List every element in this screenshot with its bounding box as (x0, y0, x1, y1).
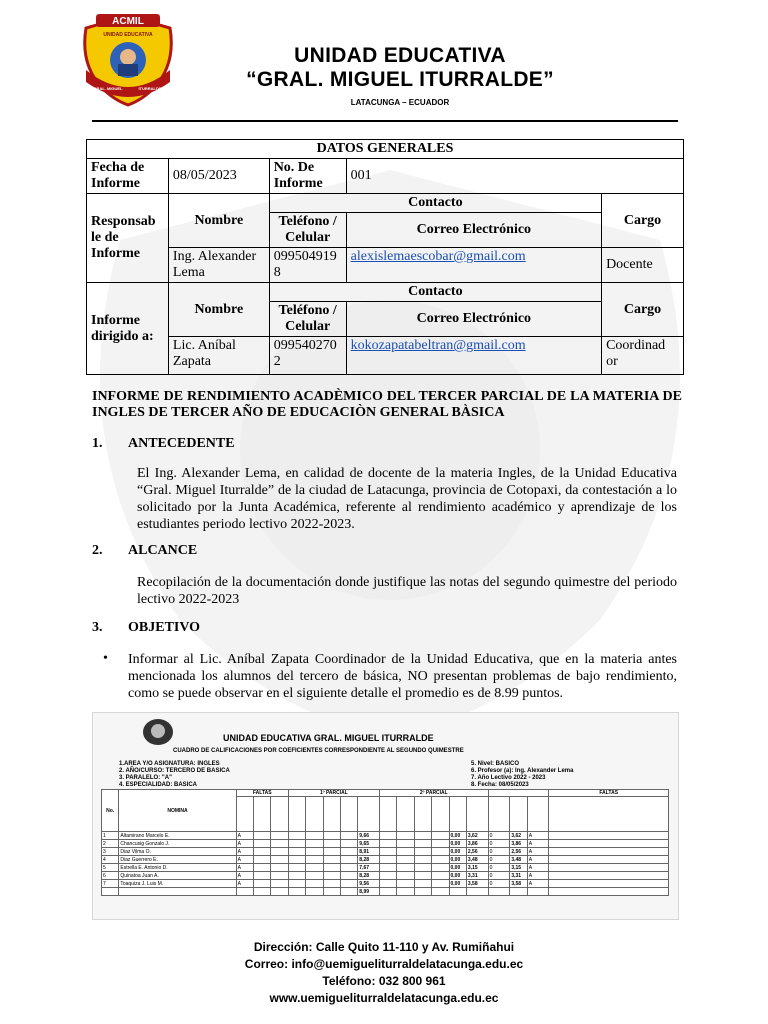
section-1-number: 1. (92, 436, 103, 451)
sheet-cell-name: Toaquiza J. Luis M. (119, 880, 236, 888)
section-2-text: Recopilación de la documentación donde justifique las notas del segundo quimestre del periodo lectivo 2022-2023 (137, 575, 677, 607)
sheet-row (102, 856, 669, 864)
sheet-col-no: No. (102, 790, 119, 832)
sheet-cell-promedio-1: 9,56 (358, 880, 380, 888)
logo-text-iturralde: ITURRALDE (138, 86, 162, 91)
sheet-cell-number: 5 (102, 864, 119, 872)
sheet-cell-value-b: 0 (488, 840, 510, 848)
sheet-cell-promedio-2: 0,00 (449, 848, 466, 856)
sheet-cell-name: Altamirano Marcelo E. (119, 832, 236, 840)
no-informe-value: 001 (346, 159, 683, 194)
sheet-cell-name: Diaz Vilma O. (119, 848, 236, 856)
sheet-row (102, 832, 669, 840)
responsable-label: Responsab le de Informe (87, 194, 169, 283)
sheet-area: 1.AREA Y/O ASIGNATURA: INGLES (119, 761, 220, 767)
sheet-cell-final: 3,15 (510, 864, 527, 872)
sheet-cell-final: 3,86 (510, 840, 527, 848)
section-3-number: 3. (92, 620, 103, 635)
footer-correo: Correo: info@uemigueliturraldelatacunga.edu.ec (244, 957, 524, 971)
responsable-nombre-header: Nombre (168, 194, 269, 248)
logo-text-acmil: ACMIL (112, 16, 144, 27)
sheet-title: UNIDAD EDUCATIVA GRAL. MIGUEL ITURRALDE (223, 733, 434, 743)
sheet-cell-final: 3,58 (510, 880, 527, 888)
dirigido-telefono-header: Teléfono / Celular (269, 302, 346, 337)
sheet-cell-equivalencia: A (527, 856, 549, 864)
footer-telefono: Teléfono: 032 800 961 (322, 974, 446, 988)
sheet-cell-equivalencia: A (527, 880, 549, 888)
sheet-cell-final: 3,31 (510, 872, 527, 880)
dirigido-cargo-header: Cargo (602, 283, 684, 337)
school-location: LATACUNGA – ECUADOR (350, 98, 450, 107)
section-1-text: El Ing. Alexander Lema, en calidad de docente de la materia Ingles, de la Unidad Educativa “Gral. Miguel Iturralde” de la ciudad de Latacunga, provincia de Cotopaxi, da contestación a lo solicitado por la Junta Académica, referente al rendimiento académico y aprendizaje de los estudiantes periodo lectivo 2022-2023. (137, 466, 677, 532)
fecha-label: Fecha de Informe (87, 159, 169, 194)
sheet-crest-icon (141, 717, 175, 747)
sheet-cell-number: 6 (102, 872, 119, 880)
responsable-cargo-header: Cargo (602, 194, 684, 248)
sheet-cell-name: Chancusig Gonzalo J. (119, 840, 236, 848)
grades-spreadsheet-image (92, 712, 679, 920)
sheet-row (102, 880, 669, 888)
sheet-cell-value-b: 0 (488, 880, 510, 888)
sheet-row (102, 872, 669, 880)
sheet-average: 8,99 (358, 888, 380, 896)
sheet-cell-value-a: 3,62 (466, 832, 488, 840)
sheet-cell-final: 3,62 (510, 832, 527, 840)
sheet-faltas-right: FALTAS (549, 790, 669, 797)
school-crest-logo (78, 12, 178, 108)
sheet-cell-value-a: 3,58 (466, 880, 488, 888)
section-2-heading: ALCANCE (128, 543, 198, 558)
responsable-telefono: 099504919 8 (269, 248, 346, 283)
sheet-cell-promedio-1: 8,28 (358, 856, 380, 864)
sheet-cell-number: 3 (102, 848, 119, 856)
responsable-telefono-header: Teléfono / Celular (269, 213, 346, 248)
sheet-cell-number: 7 (102, 880, 119, 888)
dirigido-correo-header: Correo Electrónico (346, 302, 601, 337)
sheet-col-nomina: NOMINA (119, 790, 236, 832)
sheet-cell-promedio-1: 8,91 (358, 848, 380, 856)
sheet-cell-equivalencia: A (527, 840, 549, 848)
section-3-bullet: • (103, 651, 108, 666)
sheet-parcial-2: 2º PARCIAL (380, 790, 489, 797)
sheet-cell-promedio-2: 0,00 (449, 864, 466, 872)
sheet-cell-number: 1 (102, 832, 119, 840)
responsable-nombre: Ing. Alexander Lema (168, 248, 269, 283)
logo-text-gral: GRAL. MIGUEL (93, 86, 123, 91)
header-divider (92, 120, 678, 122)
section-3-heading: OBJETIVO (128, 620, 201, 635)
dirigido-contacto-header: Contacto (269, 283, 601, 302)
sheet-cell-equivalencia: A (527, 872, 549, 880)
school-title-line1: UNIDAD EDUCATIVA (294, 44, 506, 67)
responsable-email-link[interactable]: alexislemaescobar@gmail.com (350, 249, 526, 264)
sheet-row (102, 840, 669, 848)
sheet-row (102, 864, 669, 872)
sheet-cell-promedio-2: 0,00 (449, 840, 466, 848)
sheet-cell-equivalencia: A (527, 848, 549, 856)
sheet-cell-faltas: A (236, 856, 253, 864)
sheet-cell-number: 2 (102, 840, 119, 848)
dirigido-email-link[interactable]: kokozapatabeltran@gmail.com (350, 338, 526, 353)
sheet-cell-faltas: A (236, 840, 253, 848)
datos-heading: DATOS GENERALES (87, 140, 684, 159)
school-title-line2: “GRAL. MIGUEL ITURRALDE” (246, 68, 554, 91)
sheet-cell-name: Quinatoa Juan A. (119, 872, 236, 880)
sheet-cell-faltas: A (236, 864, 253, 872)
sheet-cell-value-a: 3,15 (466, 864, 488, 872)
responsable-cargo: Docente (602, 248, 684, 283)
sheet-curso: 2. AÑO/CURSO: TERCERO DE BASICA (119, 768, 230, 774)
responsable-correo-header: Correo Electrónico (346, 213, 601, 248)
sheet-cell-value-b: 0 (488, 848, 510, 856)
logo-text-unidad: UNIDAD EDUCATIVA (103, 32, 153, 38)
footer-direccion: Dirección: Calle Quito 11-110 y Av. Rumiñahui (253, 940, 515, 954)
sheet-faltas-left: FALTAS (236, 790, 288, 797)
sheet-cell-promedio-1: 9,66 (358, 832, 380, 840)
sheet-cell-faltas: A (236, 832, 253, 840)
sheet-subtitle: CUADRO DE CALIFICACIONES POR COEFICIENTES CORRESPONDIENTE AL SEGUNDO QUIMESTRE (173, 748, 464, 754)
sheet-grades-table (101, 789, 669, 896)
sheet-cell-promedio-1: 9,65 (358, 840, 380, 848)
sheet-cell-value-a: 2,56 (466, 848, 488, 856)
sheet-cell-name: Diaz Guerrero E. (119, 856, 236, 864)
sheet-cell-value-b: 0 (488, 856, 510, 864)
dirigido-cargo: Coordinad or (602, 337, 684, 375)
sheet-cell-value-b: 0 (488, 872, 510, 880)
sheet-cell-name: Estrella E. Antonio D. (119, 864, 236, 872)
sheet-parcial-1: 1º PARCIAL (288, 790, 379, 797)
sheet-cell-number: 4 (102, 856, 119, 864)
sheet-ano-lectivo: 7. Año Lectivo 2022 - 2023 (471, 775, 546, 781)
sheet-cell-promedio-2: 0,00 (449, 880, 466, 888)
sheet-cell-promedio-2: 0,00 (449, 856, 466, 864)
sheet-profesor: 6. Profesor (a): Ing. Alexander Lema (471, 768, 574, 774)
sheet-cell-faltas: A (236, 880, 253, 888)
fecha-value: 08/05/2023 (168, 159, 269, 194)
sheet-cell-promedio-1: 8,28 (358, 872, 380, 880)
section-3-text: Informar al Lic. Aníbal Zapata Coordinador de la Unidad Educativa, que en la materia antes mencionada los alumnos del tercero de básica, NO presentan problemas de bajo rendimiento, como se puede observar en el siguiente detalle el promedio es de 8.99 puntos. (128, 652, 677, 701)
report-title: INFORME DE RENDIMIENTO ACADÈMICO DEL TERCER PARCIAL DE LA MATERIA DE INGLES DE TERCER AÑO DE EDUCACIÒN GENERAL BÀSICA (92, 389, 682, 420)
dirigido-label: Informe dirigido a: (87, 283, 169, 375)
sheet-cell-equivalencia: A (527, 864, 549, 872)
sheet-cell-promedio-1: 7,67 (358, 864, 380, 872)
responsable-contacto-header: Contacto (269, 194, 601, 213)
sheet-cell-final: 2,56 (510, 848, 527, 856)
dirigido-nombre: Lic. Aníbal Zapata (168, 337, 269, 375)
sheet-cell-value-a: 3,31 (466, 872, 488, 880)
datos-generales-table (86, 139, 684, 375)
section-1-heading: ANTECEDENTE (128, 436, 235, 451)
section-2-number: 2. (92, 543, 103, 558)
sheet-cell-faltas: A (236, 872, 253, 880)
sheet-cell-value-a: 3,48 (466, 856, 488, 864)
sheet-cell-promedio-2: 0,00 (449, 872, 466, 880)
sheet-row (102, 848, 669, 856)
sheet-cell-promedio-2: 0,00 (449, 832, 466, 840)
dirigido-nombre-header: Nombre (168, 283, 269, 337)
sheet-nivel: 5. Nivel: BASICO (471, 761, 520, 767)
no-informe-label: No. De Informe (269, 159, 346, 194)
dirigido-telefono: 099540270 2 (269, 337, 346, 375)
sheet-cell-equivalencia: A (527, 832, 549, 840)
sheet-paralelo: 3. PARALELO: "A" (119, 775, 172, 781)
sheet-especialidad: 4. ESPECIALIDAD: BASICA (119, 782, 198, 788)
sheet-cell-final: 3,48 (510, 856, 527, 864)
sheet-cell-value-b: 0 (488, 864, 510, 872)
sheet-cell-faltas: A (236, 848, 253, 856)
footer-web: www.uemigueliturraldelatacunga.edu.ec (269, 991, 499, 1005)
sheet-cell-value-a: 3,86 (466, 840, 488, 848)
sheet-cell-value-b: 0 (488, 832, 510, 840)
sheet-fecha: 8. Fecha: 08/05/2023 (471, 782, 529, 788)
